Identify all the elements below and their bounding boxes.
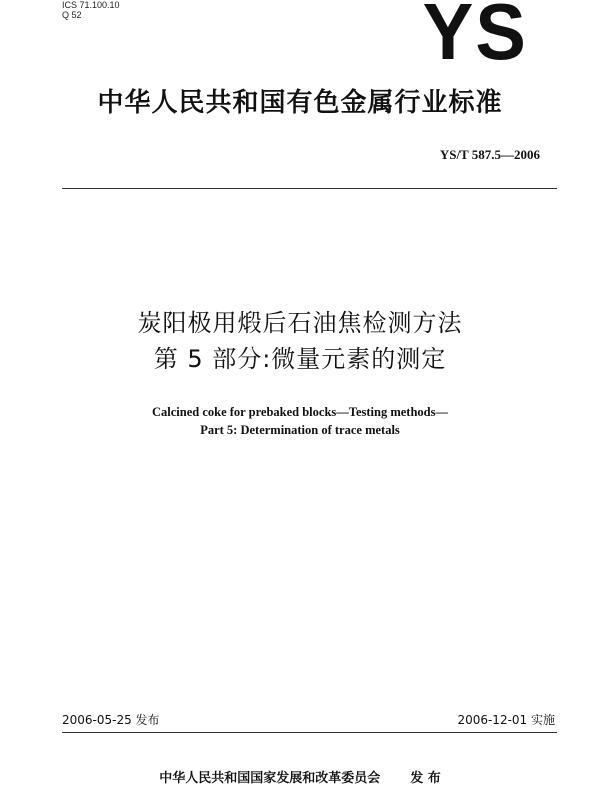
issue-date: 2006-05-25 发布 — [62, 713, 160, 727]
title-cn-line2: 第 5 部分:微量元素的测定 — [153, 345, 447, 373]
title-en-line2: Part 5: Determination of trace metals — [200, 423, 400, 437]
category-code: Q 52 — [62, 10, 82, 20]
standard-number: YS/T 587.5—2006 — [439, 147, 540, 162]
implement-date: 2006-12-01 实施 — [457, 713, 555, 727]
footer-divider — [62, 732, 557, 733]
header-divider — [62, 188, 557, 189]
ministry-title: 中华人民共和国有色金属行业标准 — [97, 88, 503, 118]
title-en-line1: Calcined coke for prebaked blocks—Testing methods— — [152, 405, 448, 419]
issuer-name: 中华人民共和国国家发展和改革委员会 — [159, 771, 381, 786]
title-cn-line1: 炭阳极用煅后石油焦检测方法 — [137, 309, 463, 337]
ics-code: ICS 71.100.10 — [62, 0, 120, 10]
issuer-action: 发 布 — [410, 771, 441, 786]
issuer — [0, 767, 600, 786]
ys-logo: YS — [422, 0, 528, 78]
